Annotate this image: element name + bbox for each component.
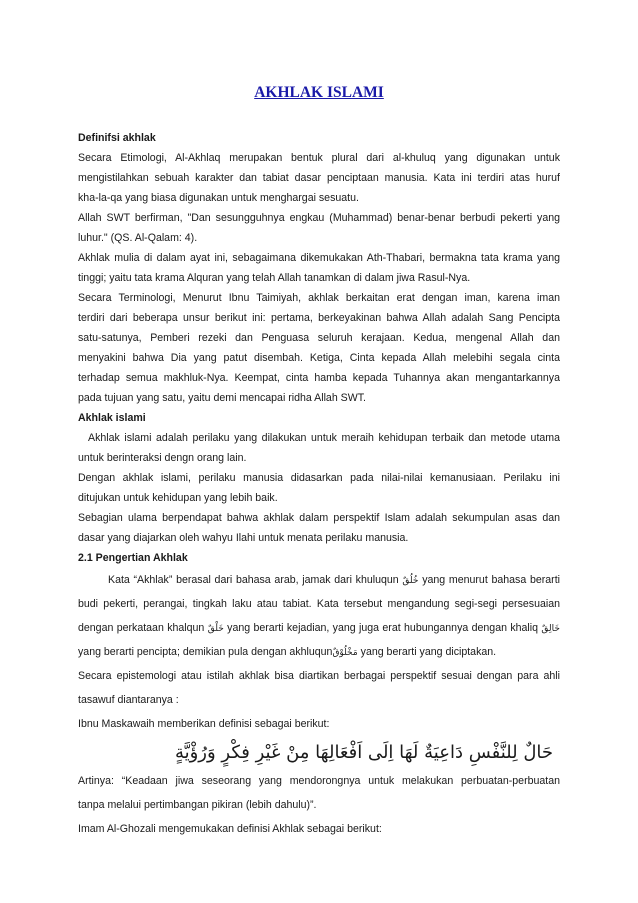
text-line (78, 616, 560, 640)
document-title: AKHLAK ISLAMI (254, 84, 384, 101)
text-line: Secara Etimologi, Al-Akhlaq merupakan bentuk plural dari al-khuluq yang digunakan untuk (78, 152, 560, 164)
text-segment: yang menurut bahasa berarti (422, 574, 560, 586)
text-line: mengistilahkan sebuah karakter dan tabiat dasar penciptaan manusia. Kata ini terdiri atas huruf (78, 172, 560, 184)
text-line: Akhlak islami adalah perilaku yang dilakukan untuk meraih kehidupan terbaik dan metode utama (88, 432, 560, 444)
text-line: Artinya: “Keadaan jiwa seseorang yang mendorongnya untuk melakukan perbuatan-perbuatan (78, 775, 560, 787)
heading-definisi: Definifsi akhlak (78, 132, 156, 144)
text-line: Secara epistemologi atau istilah akhlak bisa diartikan berbagai perspektif sesuai dengan para ahli (78, 670, 560, 682)
text-line: pada tujuan yang satu, yaitu demi mencapai ridha Allah SWT. (78, 392, 366, 404)
text-segment: yang berarti yang diciptakan. (360, 646, 497, 658)
text-segment: yang berarti pencipta; demikian pula dengan akhluqun (78, 646, 333, 658)
text-line: Ibnu Maskawaih memberikan definisi sebagai berikut: (78, 718, 330, 730)
arabic-word: خَالِقٌ (541, 624, 560, 634)
text-line: tinggi; yaitu tata krama Alquran yang telah Allah tanamkan di dalam jiwa Rasul-Nya. (78, 272, 471, 284)
heading-akhlak-islami: Akhlak islami (78, 412, 146, 424)
text-line: luhur." (QS. Al-Qalam: 4). (78, 232, 198, 244)
text-line: Secara Terminologi, Menurut Ibnu Taimiyah, akhlak berkaitan erat dengan iman, karena iman (78, 292, 560, 304)
text-line: Allah SWT berfirman, "Dan sesungguhnya engkau (Muhammad) benar-benar berbudi pekerti yang (78, 212, 560, 224)
arabic-word: خَلْقٌ (207, 624, 224, 634)
text-line: terhadap semua makhluk-Nya. Keempat, cinta hamba kepada Tuhannya akan mengantarkannya (78, 372, 560, 384)
text-line: tanpa melalui pertimbangan pikiran (lebih dahulu)”. (78, 799, 317, 811)
text-line: kha-la-qa yang biasa digunakan untuk menghargai sesuatu. (78, 192, 359, 204)
text-line: Akhlak mulia di dalam ayat ini, sebagaimana dikemukakan Ath-Thabari, bermakna tata krama yang (78, 252, 560, 264)
text-line (78, 568, 560, 592)
text-line: satu-satunya, Pemberi rezeki dan Penguasa seluruh kerajaan. Kedua, mengenal Allah dan (78, 332, 560, 344)
text-line: dasar yang diajarkan oleh wahyu Ilahi untuk menata perilaku manusia. (78, 532, 409, 544)
arabic-definition: حَالٌ لِلنَّفْسِ دَاعِيَةٌ لَهَا اِلَى اَفْعَالِهَا مِنْ غَيْرِ فِكْرٍ وَرُؤْيَّةٍ (174, 742, 554, 763)
document-body (78, 128, 560, 841)
text-line: menyakini bahwa Dia yang patut disembah. Ketiga, Cinta kepada Allah melebihi segala cinta (78, 352, 560, 364)
text-line (78, 640, 560, 664)
text-line: Sebagian ulama berpendapat bahwa akhlak dalam perspektif Islam adalah sekumpulan asas dan (78, 512, 560, 524)
text-line: tasawuf diantaranya : (78, 694, 179, 706)
text-line: terdiri dari beberapa unsur berikut ini: pertama, berkeyakinan bahwa Allah adalah Sang Pencipta (78, 312, 560, 324)
text-line: Imam Al-Ghozali mengemukakan definisi Akhlak sebagai berikut: (78, 823, 382, 835)
heading-pengertian-akhlak: 2.1 Pengertian Akhlak (78, 552, 188, 564)
text-line: untuk berinteraksi dengn orang lain. (78, 452, 247, 464)
arabic-word: خُلُقٌ (402, 576, 419, 586)
text-line: budi pekerti, perangai, tingkah laku atau tabiat. Kata tersebut mengandung segi-segi persesuaian (78, 598, 560, 610)
text-segment: dengan perkataan khalqun (78, 622, 205, 634)
arabic-word: مَخْلُوْقٌ (332, 648, 358, 658)
text-segment: Kata “Akhlak” berasal dari bahasa arab, jamak dari khuluqun (108, 574, 399, 586)
text-segment: yang berarti kejadian, yang juga erat hubungannya dengan khaliq (227, 622, 539, 634)
text-line: ditujukan untuk kehidupan yang lebih baik. (78, 492, 278, 504)
text-line: Dengan akhlak islami, perilaku manusia didasarkan pada nilai-nilai kemanusiaan. Perilaku ini (78, 472, 560, 484)
